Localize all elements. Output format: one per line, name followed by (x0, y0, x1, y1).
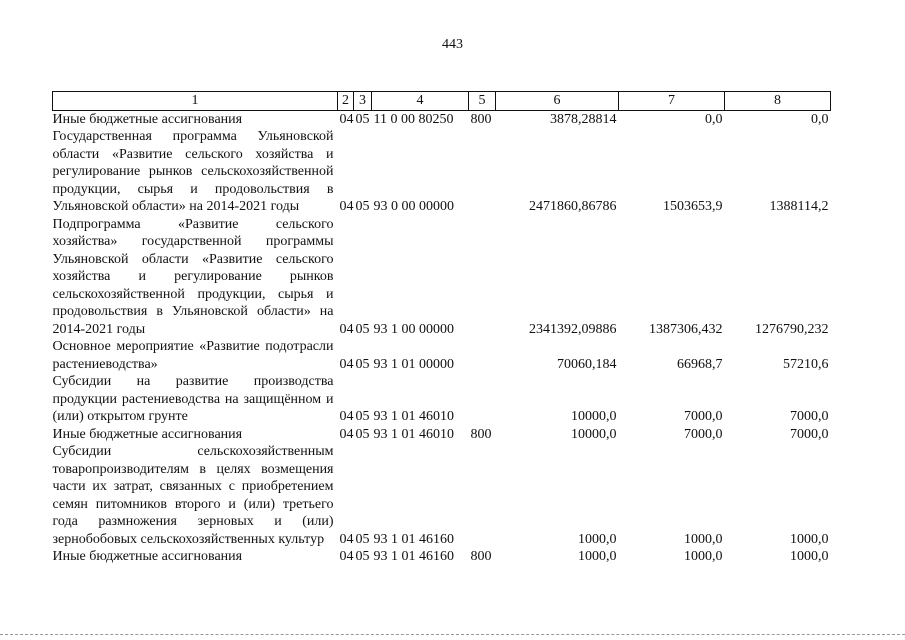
table-row (53, 128, 831, 216)
cell-expense-type (469, 373, 496, 426)
header-col-5: 5 (469, 92, 496, 111)
cell-amount-1: 70060,184 (557, 356, 617, 372)
table-row (53, 216, 831, 339)
cell-subsection: 05 (355, 409, 370, 424)
table-row (53, 426, 831, 444)
cell-section: 04 (339, 531, 354, 547)
cell-amount-2: 1503653,9 (663, 199, 723, 214)
cell-name: Иные бюджетные ассигнования (52, 549, 243, 564)
cell-amount-3: 1388114,2 (769, 199, 829, 214)
cell-section: 04 (339, 409, 354, 424)
cell-target-code: 93 1 01 46160 (373, 531, 454, 547)
cell-expense-type (469, 216, 496, 339)
cell-expense-type: 800 (470, 111, 492, 127)
cell-amount-1: 10000,0 (571, 426, 617, 442)
table-row (53, 110, 831, 128)
cell-amount-2: 1000,0 (684, 549, 723, 564)
cell-amount-2: 7000,0 (684, 426, 723, 442)
cell-subsection: 05 (355, 426, 370, 442)
cell-target-code: 93 1 00 00000 (373, 321, 454, 337)
cell-expense-type (469, 443, 496, 548)
cell-name: Субсидии сельскохозяйственным товаропроизводителям в целях возмещения части их затрат, связанных с приобретением семян питомников второго и (или) третьего года размножения зерновых и (или) зернобобовых сельскохозяйственных культур (52, 444, 334, 547)
cell-subsection: 05 (355, 111, 370, 127)
cell-section: 04 (339, 356, 354, 372)
header-col-3: 3 (354, 92, 372, 111)
table-row (53, 373, 831, 426)
cell-amount-3: 1000,0 (790, 531, 829, 547)
cell-section: 04 (339, 321, 354, 337)
cell-amount-3: 7000,0 (790, 426, 829, 442)
cell-expense-type: 800 (470, 549, 492, 564)
cell-section: 04 (339, 549, 354, 564)
cell-name: Субсидии на развитие производства продукции растениеводства на защищённом и (или) открытом грунте (52, 374, 334, 424)
cell-amount-3: 0,0 (811, 111, 829, 127)
cell-amount-1: 10000,0 (571, 409, 617, 424)
budget-table (52, 91, 831, 566)
header-col-2: 2 (338, 92, 354, 111)
table-row (53, 338, 831, 373)
cell-amount-1: 2341392,09886 (529, 321, 617, 337)
cell-section: 04 (339, 199, 354, 214)
cell-subsection: 05 (355, 321, 370, 337)
cell-amount-2: 1387306,432 (649, 321, 723, 337)
cell-target-code: 93 1 01 46010 (373, 409, 454, 424)
page-number: 443 (442, 37, 463, 52)
header-col-1: 1 (53, 92, 338, 111)
cell-amount-1: 1000,0 (578, 549, 617, 564)
cell-amount-3: 1276790,232 (755, 321, 829, 337)
cell-amount-2: 1000,0 (684, 531, 723, 547)
cell-expense-type (469, 338, 496, 373)
cell-amount-1: 2471860,86786 (529, 199, 617, 214)
cell-amount-3: 57210,6 (783, 356, 829, 372)
cell-amount-2: 0,0 (705, 111, 723, 127)
cell-name: Основное мероприятие «Развитие подотрасли растениеводства» (52, 339, 334, 372)
cell-name: Подпрограмма «Развитие сельского хозяйства» государственной программы Ульяновской области «Развитие сельского хозяйства и регулирование рынков сельскохозяйственной продукции, сырья и продовольствия в Ульяновской области» на 2014-2021 годы (52, 216, 334, 337)
cell-name: Иные бюджетные ассигнования (52, 426, 243, 442)
cell-section: 04 (339, 426, 354, 442)
cell-amount-1: 3878,28814 (550, 111, 617, 127)
cell-target-code: 11 0 00 80250 (373, 111, 454, 127)
cell-subsection: 05 (355, 549, 370, 564)
cell-name: Государственная программа Ульяновской области «Развитие сельского хозяйства и регулирование рынков сельскохозяйственной продукции, сырья и продовольствия в Ульяновской области» на 2014-2021 годы (52, 129, 334, 214)
cell-amount-2: 66968,7 (677, 356, 723, 372)
cell-amount-2: 7000,0 (684, 409, 723, 424)
table-row (53, 443, 831, 548)
cell-target-code: 93 1 01 46160 (373, 549, 454, 564)
header-col-4: 4 (372, 92, 469, 111)
header-col-8: 8 (725, 92, 831, 111)
cell-subsection: 05 (355, 356, 370, 372)
cell-amount-1: 1000,0 (578, 531, 617, 547)
cell-subsection: 05 (355, 199, 370, 214)
cell-expense-type (469, 128, 496, 216)
cell-amount-3: 1000,0 (790, 549, 829, 564)
cell-target-code: 93 0 00 00000 (373, 199, 454, 214)
cell-name: Иные бюджетные ассигнования (52, 111, 243, 127)
cell-target-code: 93 1 01 46010 (373, 426, 454, 442)
header-col-7: 7 (619, 92, 725, 111)
cell-subsection: 05 (355, 531, 370, 547)
cell-expense-type: 800 (470, 426, 492, 442)
cell-section: 04 (339, 111, 354, 127)
table-row (53, 548, 831, 566)
header-col-6: 6 (496, 92, 619, 111)
cell-target-code: 93 1 01 00000 (373, 356, 454, 372)
page-bottom-rule (0, 634, 905, 635)
cell-amount-3: 7000,0 (790, 409, 829, 424)
table-header-row (53, 92, 831, 111)
